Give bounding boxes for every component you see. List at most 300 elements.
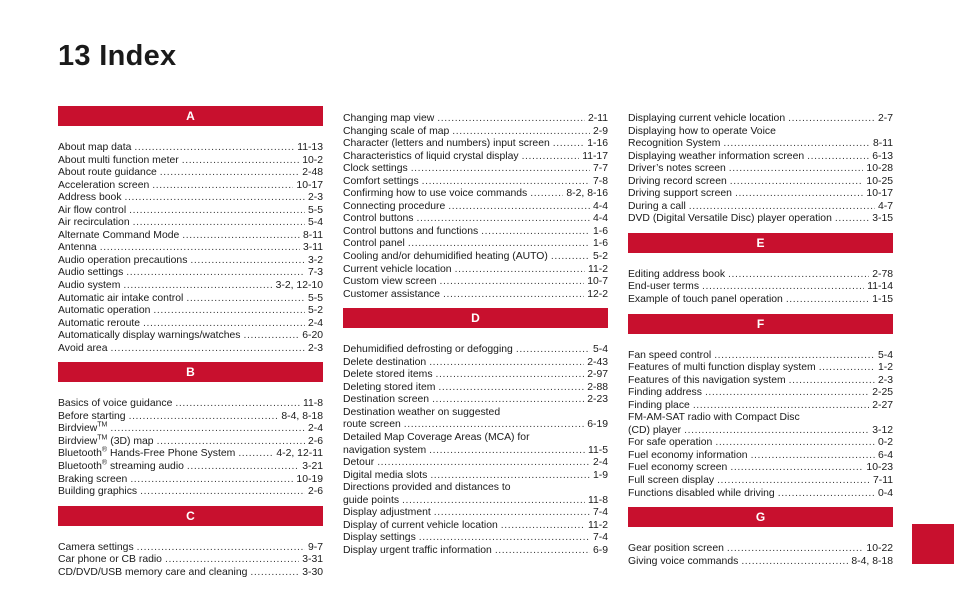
index-section bbox=[343, 113, 608, 301]
entry-page-ref: 7-4 bbox=[592, 507, 608, 519]
entry-term-text: navigation system bbox=[343, 444, 427, 456]
entry-term-text: Customer assistance bbox=[343, 288, 441, 300]
entry-term-text: Display urgent traffic information bbox=[343, 544, 492, 556]
index-entry[interactable] bbox=[343, 545, 608, 558]
dot-leader bbox=[434, 507, 590, 520]
entry-term-text: Fan speed control bbox=[628, 349, 712, 361]
index-entry[interactable] bbox=[58, 474, 323, 487]
entry-term-text: Alternate Command Mode bbox=[58, 229, 180, 241]
entry-term-text: Car phone or CB radio bbox=[58, 554, 162, 566]
dot-leader bbox=[250, 567, 299, 580]
dot-leader bbox=[835, 213, 869, 226]
entry-term-text: Audio system bbox=[58, 280, 121, 292]
index-entry[interactable] bbox=[58, 554, 323, 567]
dot-leader bbox=[129, 205, 305, 218]
entry-term-text: Acceleration screen bbox=[58, 179, 150, 191]
entry-term bbox=[58, 142, 131, 155]
dot-leader bbox=[429, 445, 585, 458]
entry-term-text: Features of multi function display system bbox=[628, 362, 816, 374]
entry-page-ref: 11-14 bbox=[867, 281, 893, 293]
entry-term bbox=[58, 230, 179, 243]
entry-term-text: Giving voice commands bbox=[628, 555, 739, 567]
dot-leader bbox=[729, 163, 864, 176]
dot-leader bbox=[187, 461, 299, 474]
dot-leader bbox=[702, 281, 864, 294]
entry-term-text: Camera settings bbox=[58, 541, 134, 553]
entry-term-text: Custom view screen bbox=[343, 276, 437, 288]
entry-page-ref: 2-4 bbox=[307, 317, 323, 329]
dot-leader bbox=[133, 217, 305, 230]
entry-term-text: Connecting procedure bbox=[343, 200, 446, 212]
index-entry[interactable] bbox=[628, 113, 893, 126]
entry-page-ref: 11-13 bbox=[297, 142, 323, 153]
index-entry[interactable] bbox=[343, 382, 608, 395]
entry-term bbox=[343, 507, 431, 520]
entry-page-ref: 10-25 bbox=[866, 175, 893, 187]
entry-page-ref: 8-2, 8-16 bbox=[566, 188, 608, 200]
entry-term bbox=[343, 445, 426, 458]
entry-term bbox=[343, 344, 513, 357]
index-entry[interactable] bbox=[343, 445, 608, 458]
entry-page-ref: 2-48 bbox=[302, 167, 323, 179]
entry-page-ref: 5-4 bbox=[592, 344, 608, 356]
entry-term-text: Recognition System bbox=[628, 138, 721, 150]
index-entry[interactable] bbox=[628, 437, 893, 450]
index-entry[interactable] bbox=[343, 264, 608, 277]
dot-leader bbox=[244, 330, 300, 343]
dot-leader bbox=[481, 226, 590, 239]
index-entry[interactable] bbox=[628, 201, 893, 214]
index-entry[interactable] bbox=[628, 138, 893, 151]
index-entry[interactable] bbox=[58, 142, 323, 155]
dot-leader bbox=[165, 554, 299, 567]
entry-term-text: Driver’s notes screen bbox=[628, 163, 726, 175]
dot-leader bbox=[137, 542, 305, 555]
index-entry[interactable] bbox=[58, 343, 323, 356]
index-column-1 bbox=[58, 106, 323, 586]
index-entry[interactable] bbox=[628, 475, 893, 488]
entry-page-ref: 2-88 bbox=[587, 381, 608, 393]
index-entry[interactable] bbox=[343, 176, 608, 189]
entry-page-ref: 3-21 bbox=[302, 461, 323, 473]
index-column-2 bbox=[343, 113, 608, 565]
dot-leader bbox=[786, 294, 869, 307]
index-entry[interactable] bbox=[628, 213, 893, 226]
index-entry[interactable] bbox=[58, 318, 323, 331]
entry-term-text: Display adjustment bbox=[343, 507, 431, 519]
index-entry[interactable] bbox=[628, 281, 893, 294]
index-entry[interactable] bbox=[58, 330, 323, 343]
entry-page-ref: 2-97 bbox=[587, 369, 608, 381]
index-entry[interactable] bbox=[58, 398, 323, 411]
entry-term bbox=[343, 545, 492, 558]
entry-term bbox=[58, 267, 123, 280]
index-section bbox=[628, 314, 893, 501]
index-entry[interactable] bbox=[58, 436, 323, 449]
entry-page-ref: 0-4 bbox=[877, 487, 893, 499]
entry-term-text: Detour bbox=[343, 457, 375, 469]
entry-term bbox=[58, 192, 122, 205]
index-entry[interactable] bbox=[628, 350, 893, 363]
entry-term-text: Control buttons and functions bbox=[343, 225, 479, 237]
dot-leader bbox=[377, 457, 590, 470]
entry-term-text: For safe operation bbox=[628, 437, 713, 449]
dot-leader bbox=[516, 344, 590, 357]
entry-term-text: guide points bbox=[343, 494, 400, 506]
entry-page-ref: 3-12 bbox=[872, 424, 893, 436]
entry-term-mark: ® bbox=[101, 459, 108, 467]
dot-leader bbox=[402, 495, 585, 508]
entry-term bbox=[58, 567, 247, 580]
index-entry[interactable] bbox=[58, 567, 323, 580]
index-section bbox=[628, 507, 893, 568]
entry-term-text: Display settings bbox=[343, 532, 416, 544]
entry-page-ref: 6-20 bbox=[302, 330, 323, 342]
index-entry[interactable] bbox=[343, 213, 608, 226]
dot-leader bbox=[684, 425, 869, 438]
index-entry[interactable] bbox=[343, 289, 608, 302]
dot-leader bbox=[408, 238, 590, 251]
index-entry[interactable] bbox=[343, 419, 608, 432]
index-entry[interactable] bbox=[343, 470, 608, 483]
entry-page-ref: 6-4 bbox=[877, 449, 893, 461]
index-entry[interactable] bbox=[58, 293, 323, 306]
index-entry[interactable] bbox=[58, 192, 323, 205]
entry-term-text: Control panel bbox=[343, 238, 405, 250]
entry-term bbox=[343, 532, 416, 545]
entry-term bbox=[628, 201, 686, 214]
dot-leader bbox=[443, 289, 584, 302]
entry-page-ref: 4-2, 12-11 bbox=[276, 448, 323, 460]
entry-term bbox=[628, 543, 724, 556]
index-entry[interactable] bbox=[628, 387, 893, 400]
entry-page-ref: 10-28 bbox=[866, 163, 893, 175]
index-entry[interactable] bbox=[343, 188, 608, 201]
entry-term bbox=[343, 369, 433, 382]
entry-page-ref: 5-5 bbox=[307, 292, 323, 304]
entry-page-ref: 5-4 bbox=[877, 349, 893, 361]
entry-term-text: Full screen display bbox=[628, 475, 715, 487]
entry-term bbox=[343, 457, 374, 470]
index-entry[interactable] bbox=[58, 217, 323, 230]
dot-leader bbox=[430, 470, 590, 483]
index-entry[interactable] bbox=[628, 450, 893, 463]
entry-term-text: Changing scale of map bbox=[343, 125, 450, 137]
dot-leader bbox=[100, 242, 300, 255]
entry-page-ref: 2-9 bbox=[592, 125, 608, 137]
index-entry[interactable] bbox=[628, 188, 893, 201]
dot-leader bbox=[689, 201, 875, 214]
entry-term bbox=[343, 289, 440, 302]
dot-leader bbox=[727, 543, 864, 556]
entry-term bbox=[58, 180, 149, 193]
dot-leader bbox=[693, 400, 869, 413]
index-entry[interactable] bbox=[628, 151, 893, 164]
entry-page-ref: 2-3 bbox=[877, 374, 893, 386]
dot-leader bbox=[429, 357, 584, 370]
dot-leader bbox=[715, 437, 875, 450]
entry-term-text: Automatically display warnings/watches bbox=[58, 330, 241, 342]
dot-leader bbox=[190, 255, 305, 268]
entry-term-text: Destination screen bbox=[343, 394, 430, 406]
index-entry[interactable] bbox=[343, 495, 608, 508]
index-entry[interactable] bbox=[58, 542, 323, 555]
index-entry[interactable] bbox=[343, 520, 608, 533]
entry-term-text-cont: streaming audio bbox=[107, 461, 184, 473]
entry-term bbox=[628, 450, 748, 463]
entry-term bbox=[628, 151, 804, 164]
index-entry[interactable] bbox=[628, 488, 893, 501]
entry-term-text: Delete stored items bbox=[343, 369, 433, 381]
entry-term-text: Finding place bbox=[628, 399, 690, 411]
entry-page-ref: 11-2 bbox=[587, 263, 608, 275]
index-entry[interactable] bbox=[628, 556, 893, 569]
entry-term bbox=[628, 163, 726, 176]
entry-term bbox=[343, 226, 478, 239]
entry-page-ref: 5-2 bbox=[307, 305, 323, 317]
entry-page-ref: 3-30 bbox=[302, 566, 323, 578]
entry-term-text: Address book bbox=[58, 192, 122, 204]
dot-leader bbox=[125, 192, 305, 205]
entry-page-ref: 8-4, 8-18 bbox=[281, 410, 323, 422]
dot-leader bbox=[416, 213, 590, 226]
dot-leader bbox=[778, 488, 875, 501]
entry-page-ref: 7-8 bbox=[592, 175, 608, 187]
entry-term bbox=[628, 375, 786, 388]
dot-leader bbox=[419, 532, 590, 545]
entry-term-text: Comfort settings bbox=[343, 175, 419, 187]
dot-leader bbox=[129, 411, 279, 424]
entry-term bbox=[628, 350, 711, 363]
index-entry[interactable] bbox=[58, 267, 323, 280]
index-entry[interactable] bbox=[343, 151, 608, 164]
section-letter-header: D bbox=[343, 308, 608, 328]
entry-term bbox=[58, 167, 157, 180]
dot-leader bbox=[455, 264, 585, 277]
page-title: 13 Index bbox=[58, 40, 177, 72]
entry-term-text: Editing address book bbox=[628, 268, 726, 280]
entry-page-ref: 10-17 bbox=[296, 179, 323, 191]
index-entry[interactable] bbox=[58, 448, 323, 461]
entry-term-text: Dehumidified defrosting or defogging bbox=[343, 344, 513, 356]
index-entry-line: Directions provided and distances to bbox=[343, 482, 511, 494]
entry-page-ref: 3-11 bbox=[302, 242, 323, 254]
index-entry[interactable] bbox=[58, 242, 323, 255]
entry-term-text: Bluetooth bbox=[58, 461, 102, 473]
entry-term-text: Building graphics bbox=[58, 486, 138, 498]
index-entry[interactable] bbox=[343, 138, 608, 151]
index-entry[interactable] bbox=[343, 457, 608, 470]
entry-term-text: Current vehicle location bbox=[343, 263, 452, 275]
dot-leader bbox=[495, 545, 590, 558]
index-entry[interactable] bbox=[628, 163, 893, 176]
entry-term bbox=[58, 411, 126, 424]
index-section bbox=[58, 106, 323, 355]
entry-term bbox=[628, 437, 712, 450]
entry-term-text: (CD) player bbox=[628, 424, 682, 436]
entry-term-text: Cooling and/or dehumidified heating (AUTO) bbox=[343, 251, 548, 263]
entry-page-ref: 8-4, 8-18 bbox=[851, 555, 893, 567]
section-letter-header: A bbox=[58, 106, 323, 126]
index-entry[interactable] bbox=[343, 238, 608, 251]
index-entry[interactable] bbox=[628, 400, 893, 413]
entry-term bbox=[628, 362, 816, 375]
index-entry[interactable] bbox=[58, 486, 323, 499]
dot-leader bbox=[522, 151, 580, 164]
index-entry-line: Detailed Map Coverage Areas (MCA) for bbox=[343, 432, 530, 444]
entry-term-text: Displaying current vehicle location bbox=[628, 113, 786, 124]
entry-page-ref: 9-7 bbox=[307, 541, 323, 553]
entry-page-ref: 3-2, 12-10 bbox=[275, 280, 323, 292]
index-entry[interactable] bbox=[628, 425, 893, 438]
index-entry[interactable] bbox=[343, 532, 608, 545]
index-entry[interactable] bbox=[343, 394, 608, 407]
entry-term bbox=[628, 462, 727, 475]
entry-page-ref: 10-19 bbox=[296, 473, 323, 485]
section-letter-header: B bbox=[58, 362, 323, 382]
entry-term bbox=[343, 357, 426, 370]
dot-leader bbox=[714, 350, 875, 363]
index-entry[interactable] bbox=[343, 251, 608, 264]
entry-page-ref: 2-3 bbox=[307, 192, 323, 204]
index-entry[interactable] bbox=[58, 167, 323, 180]
entry-term bbox=[58, 330, 241, 343]
entry-term bbox=[58, 486, 137, 499]
index-section bbox=[628, 113, 893, 226]
entry-page-ref: 4-4 bbox=[592, 200, 608, 212]
entry-term-text: Audio settings bbox=[58, 267, 124, 279]
entry-term-text: Birdview bbox=[58, 435, 98, 447]
entry-page-ref: 11-17 bbox=[582, 150, 608, 162]
entry-term-mark: TM bbox=[97, 434, 108, 442]
index-entry[interactable] bbox=[628, 462, 893, 475]
dot-leader bbox=[404, 419, 584, 432]
entry-page-ref: 1-2 bbox=[877, 362, 893, 374]
entry-page-ref: 1-6 bbox=[592, 238, 608, 250]
entry-page-ref: 6-13 bbox=[872, 150, 893, 162]
dot-leader bbox=[448, 201, 590, 214]
index-entry[interactable] bbox=[58, 255, 323, 268]
index-entry[interactable] bbox=[628, 375, 893, 388]
index-entry[interactable] bbox=[343, 226, 608, 239]
entry-term bbox=[343, 113, 434, 126]
entry-term bbox=[343, 138, 550, 151]
entry-term bbox=[343, 382, 435, 395]
dot-leader bbox=[111, 343, 305, 356]
dot-leader bbox=[152, 180, 293, 193]
entry-term-text: Deleting stored item bbox=[343, 381, 436, 393]
dot-leader bbox=[157, 436, 305, 449]
entry-page-ref: 3-2 bbox=[307, 254, 323, 266]
entry-page-ref: 2-6 bbox=[307, 435, 323, 447]
entry-term bbox=[58, 217, 130, 230]
index-entry[interactable] bbox=[343, 113, 608, 126]
index-entry[interactable] bbox=[343, 369, 608, 382]
dot-leader bbox=[143, 318, 305, 331]
index-entry[interactable] bbox=[58, 280, 323, 293]
index-entry[interactable] bbox=[343, 201, 608, 214]
entry-page-ref: 1-15 bbox=[872, 294, 893, 306]
entry-page-ref: 1-16 bbox=[587, 138, 608, 150]
index-entry[interactable] bbox=[343, 276, 608, 289]
entry-page-ref: 4-7 bbox=[877, 200, 893, 212]
entry-term bbox=[58, 554, 162, 567]
section-letter-header: G bbox=[628, 507, 893, 527]
entry-page-ref: 2-7 bbox=[877, 113, 893, 124]
entry-term bbox=[628, 281, 699, 294]
entry-term-text: Basics of voice guidance bbox=[58, 398, 173, 410]
entry-term-text: Air flow control bbox=[58, 204, 127, 216]
entry-term bbox=[58, 255, 187, 268]
entry-term-text: Fuel economy information bbox=[628, 449, 748, 461]
dot-leader bbox=[807, 151, 869, 164]
entry-page-ref: 11-8 bbox=[302, 398, 323, 410]
index-section bbox=[58, 506, 323, 580]
entry-page-ref: 5-2 bbox=[592, 251, 608, 263]
entry-term-text: Changing map view bbox=[343, 113, 435, 124]
index-section bbox=[628, 233, 893, 307]
entry-term bbox=[58, 343, 108, 356]
index-entry[interactable] bbox=[628, 362, 893, 375]
dot-leader bbox=[160, 167, 299, 180]
index-entry[interactable] bbox=[343, 344, 608, 357]
index-entry[interactable] bbox=[343, 126, 608, 139]
entry-term bbox=[343, 151, 519, 164]
index-entry[interactable] bbox=[58, 461, 323, 474]
section-letter-header: C bbox=[58, 506, 323, 526]
entry-page-ref: 10-23 bbox=[866, 462, 893, 474]
entry-term-text: Features of this navigation system bbox=[628, 374, 786, 386]
dot-leader bbox=[175, 398, 300, 411]
index-entry[interactable] bbox=[58, 230, 323, 243]
index-entry[interactable] bbox=[343, 357, 608, 370]
index-entry[interactable] bbox=[628, 269, 893, 282]
entry-page-ref: 2-78 bbox=[872, 268, 893, 280]
index-entry[interactable] bbox=[58, 305, 323, 318]
entry-page-ref: 2-4 bbox=[307, 423, 323, 435]
entry-term-text: DVD (Digital Versatile Disc) player operation bbox=[628, 213, 832, 225]
entry-term bbox=[628, 176, 727, 189]
index-entry-line: Destination weather on suggested bbox=[343, 406, 501, 418]
index-entry[interactable] bbox=[58, 180, 323, 193]
dot-leader bbox=[432, 394, 584, 407]
entry-term bbox=[628, 269, 725, 282]
index-entry[interactable] bbox=[343, 507, 608, 520]
entry-term-text: Confirming how to use voice commands bbox=[343, 188, 528, 200]
entry-term-mark: TM bbox=[97, 421, 108, 429]
entry-page-ref: 5-5 bbox=[307, 204, 323, 216]
entry-page-ref: 6-19 bbox=[587, 419, 608, 431]
entry-term-text: Fuel economy screen bbox=[628, 462, 728, 474]
section-letter-header: F bbox=[628, 314, 893, 334]
index-entry[interactable] bbox=[343, 163, 608, 176]
entry-term-text: End-user terms bbox=[628, 281, 700, 293]
index-entry[interactable] bbox=[58, 155, 323, 168]
index-entry[interactable] bbox=[628, 543, 893, 556]
index-entry[interactable] bbox=[628, 294, 893, 307]
entry-term-text: Functions disabled while driving bbox=[628, 487, 775, 499]
entry-page-ref: 2-11 bbox=[587, 113, 608, 124]
entry-term-text: Avoid area bbox=[58, 342, 108, 354]
dot-leader bbox=[551, 251, 590, 264]
entry-term bbox=[343, 163, 408, 176]
entry-term-text-cont: (3D) map bbox=[107, 435, 154, 447]
entry-term bbox=[58, 474, 127, 487]
index-entry[interactable] bbox=[58, 205, 323, 218]
dot-leader bbox=[130, 474, 293, 487]
dot-leader bbox=[123, 280, 272, 293]
index-entry[interactable] bbox=[628, 176, 893, 189]
